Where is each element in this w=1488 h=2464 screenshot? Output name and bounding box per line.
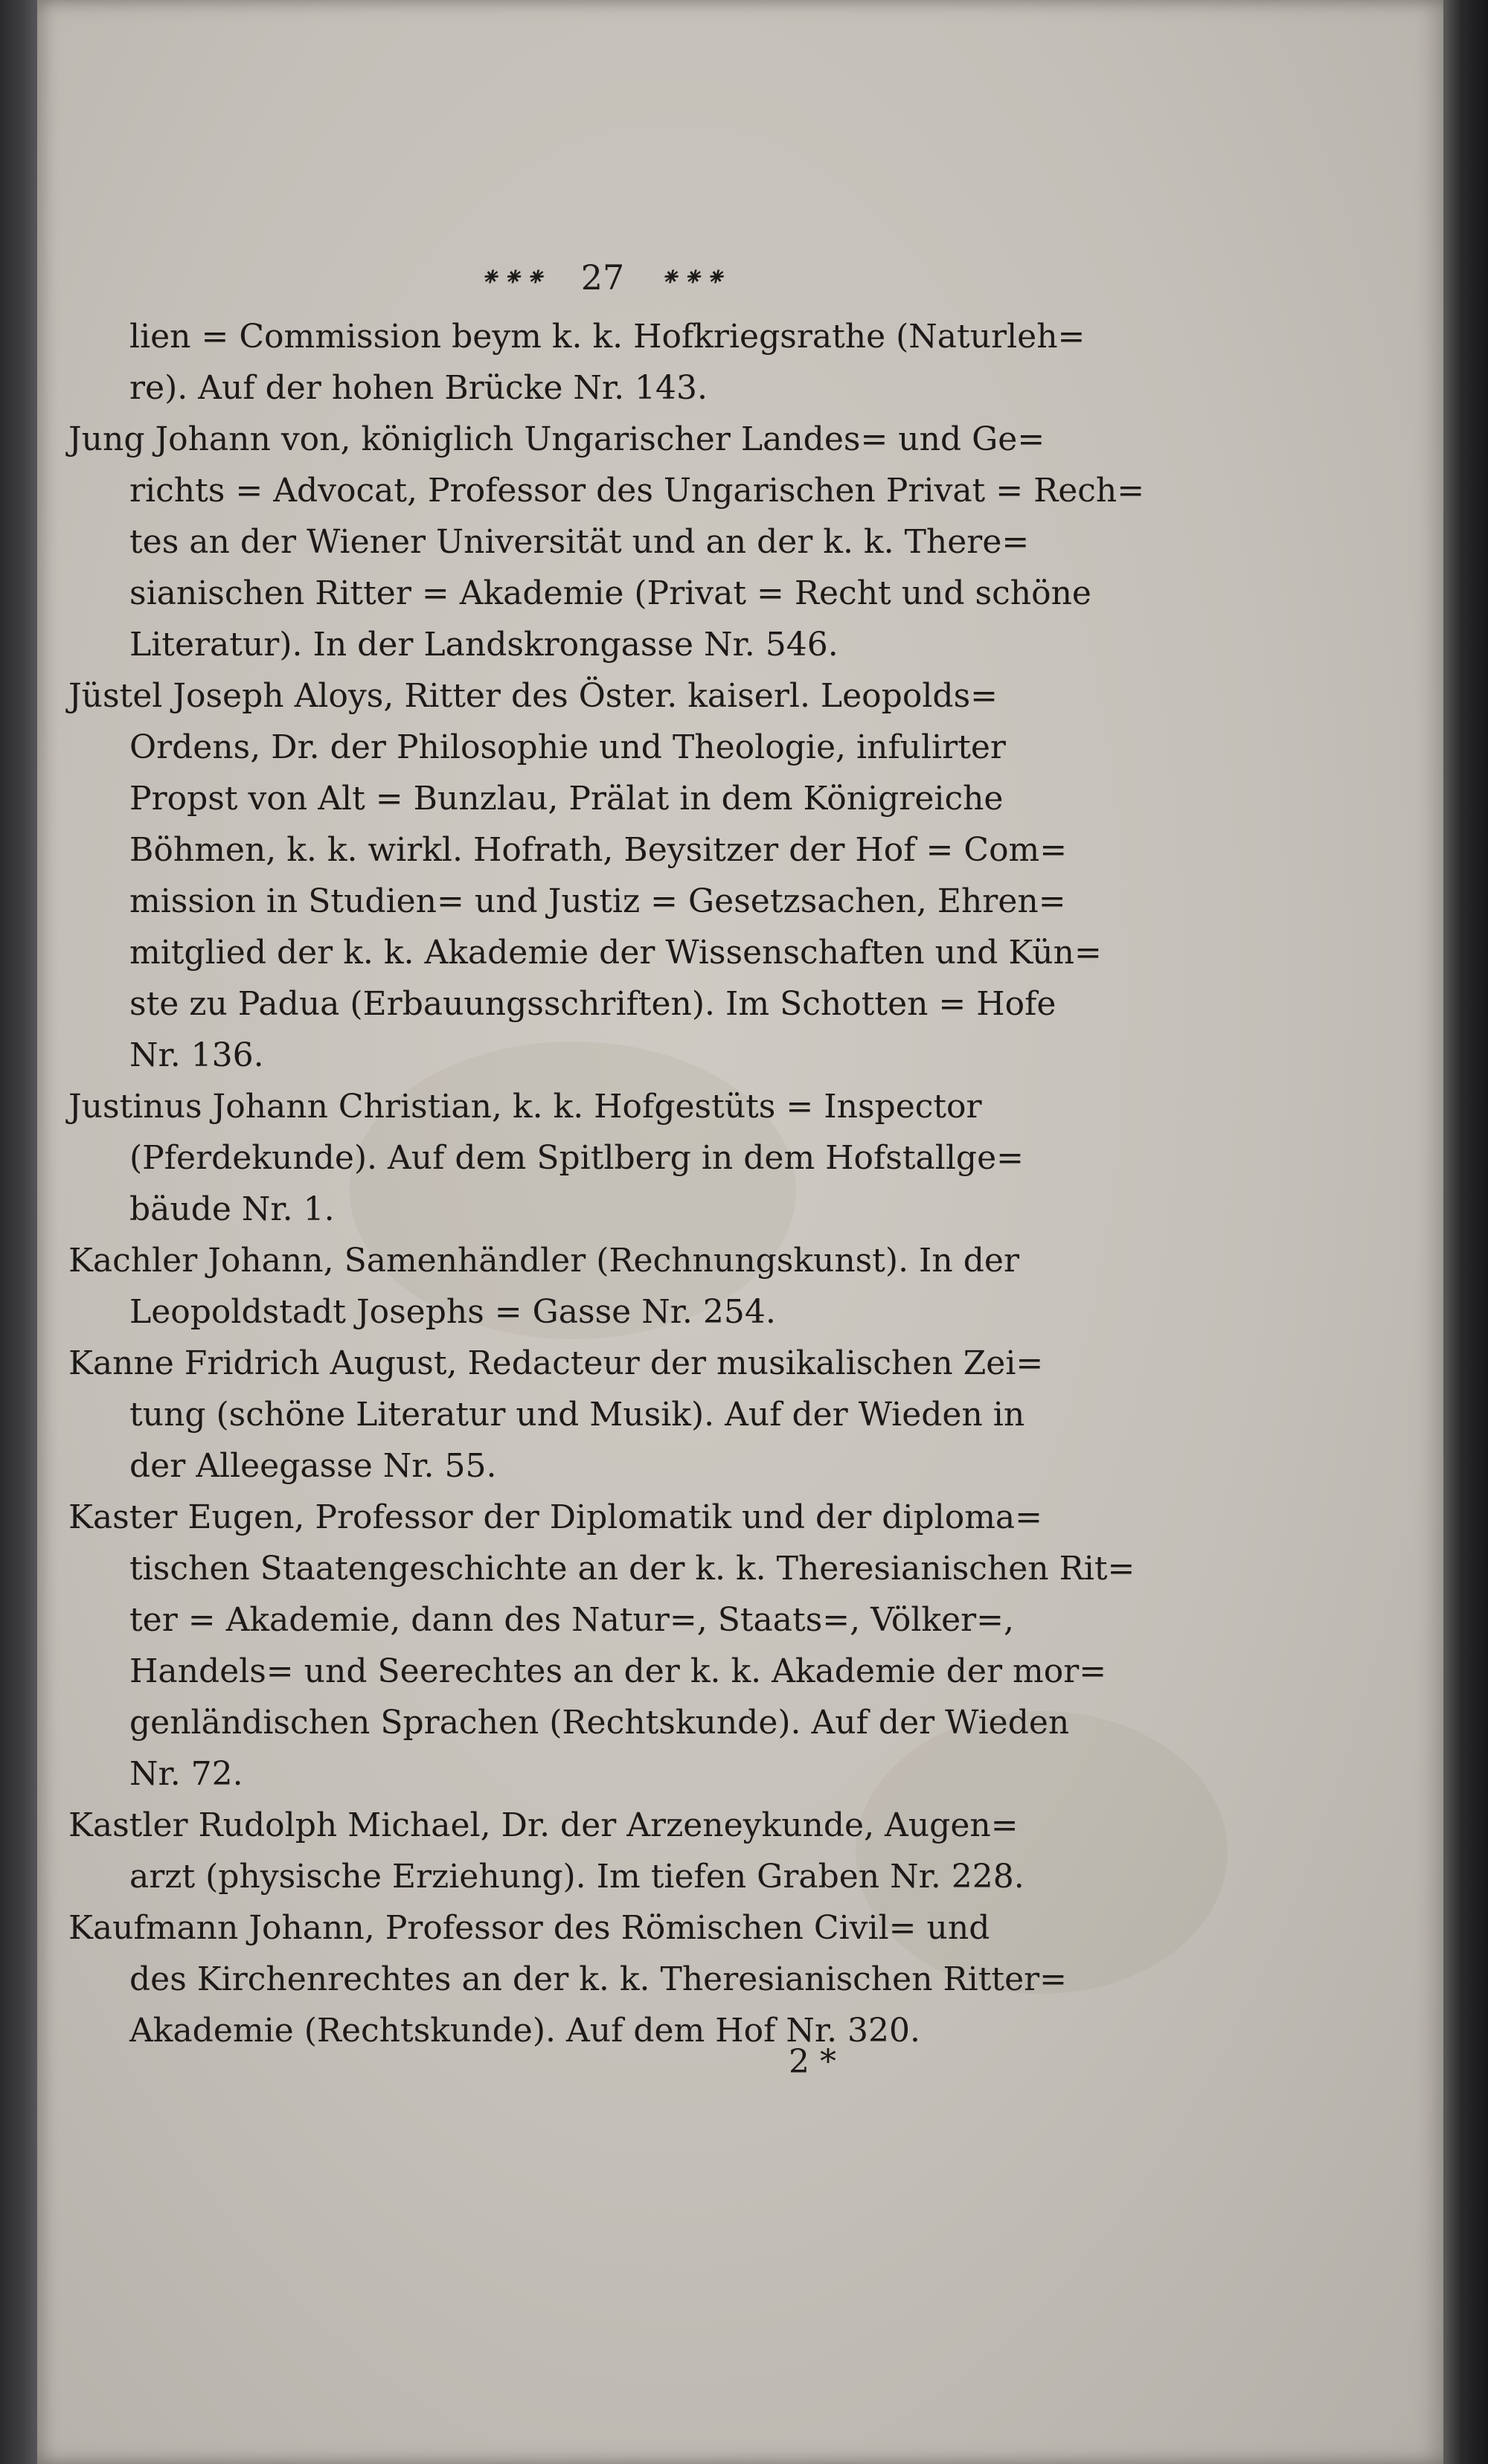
ornament-left: ⁕⁕⁕ <box>478 263 547 292</box>
entry-first-line: Justinus Johann Christian, k. k. Hofgestüts = Inspector <box>68 1088 982 1126</box>
text-line: tischen Staatengeschichte an der k. k. Theresianischen Rit= <box>129 1550 1135 1588</box>
text-line: lien = Commission beym k. k. Hofkriegsrathe (Naturleh= <box>129 318 1085 356</box>
entry-first-line: Jung Johann von, königlich Ungarischer Landes= und Ge= <box>68 420 1045 458</box>
text-line: genländischen Sprachen (Rechtskunde). Auf der Wieden <box>129 1704 1070 1742</box>
text-line: arzt (physische Erziehung). Im tiefen Graben Nr. 228. <box>129 1858 1024 1896</box>
entry-first-line: Kastler Rudolph Michael, Dr. der Arzeneykunde, Augen= <box>68 1806 1019 1844</box>
text-line: der Alleegasse Nr. 55. <box>129 1447 497 1485</box>
text-line: re). Auf der hohen Brücke Nr. 143. <box>129 369 708 407</box>
entry-first-line: Kaufmann Johann, Professor des Römischen Civil= und <box>68 1909 990 1947</box>
signature-mark: 2 * <box>789 2043 836 2081</box>
text-line: Akademie (Rechtskunde). Auf dem Hof Nr. 320. <box>129 2012 921 2050</box>
text-line: ter = Akademie, dann des Natur=, Staats=, Völker=, <box>129 1601 1015 1639</box>
entry-first-line: Kaster Eugen, Professor der Diplomatik und der diploma= <box>68 1498 1043 1536</box>
text-line: richts = Advocat, Professor des Ungarischen Privat = Rech= <box>129 472 1145 510</box>
entry-first-line: Kanne Fridrich August, Redacteur der musikalischen Zei= <box>68 1344 1044 1382</box>
directory-text <box>68 311 1145 2056</box>
text-line: Propst von Alt = Bunzlau, Prälat in dem Königreiche <box>129 780 1004 818</box>
text-line: tes an der Wiener Universität und an der k. k. There= <box>129 523 1030 561</box>
page-header <box>417 251 789 304</box>
text-line: mitglied der k. k. Akademie der Wissenschaften und Kün= <box>129 934 1102 972</box>
text-line: Ordens, Dr. der Philosophie und Theologie, infulirter <box>129 728 1006 766</box>
text-line: tung (schöne Literatur und Musik). Auf der Wieden in <box>129 1396 1025 1434</box>
text-line: sianischen Ritter = Akademie (Privat = Recht und schöne <box>129 574 1091 612</box>
ornament-right: ⁕⁕⁕ <box>658 263 727 292</box>
text-line: des Kirchenrechtes an der k. k. Theresianischen Ritter= <box>129 1960 1068 1998</box>
text-line: Nr. 72. <box>129 1755 243 1793</box>
text-line: Böhmen, k. k. wirkl. Hofrath, Beysitzer der Hof = Com= <box>129 831 1068 869</box>
entry-first-line: Jüstel Joseph Aloys, Ritter des Öster. kaiserl. Leopolds= <box>68 677 998 715</box>
text-line: mission in Studien= und Justiz = Gesetzsachen, Ehren= <box>129 882 1066 920</box>
text-line: ste zu Padua (Erbauungsschriften). Im Schotten = Hofe <box>129 985 1056 1023</box>
text-line: (Pferdekunde). Auf dem Spitlberg in dem Hofstallge= <box>129 1139 1024 1177</box>
text-line: Handels= und Seerechtes an der k. k. Akademie der mor= <box>129 1652 1107 1690</box>
text-line: bäude Nr. 1. <box>129 1190 335 1228</box>
entry-first-line: Kachler Johann, Samenhändler (Rechnungskunst). In der <box>68 1242 1019 1280</box>
page-number: 27 <box>580 257 625 298</box>
text-line: Literatur). In der Landskrongasse Nr. 546. <box>129 626 838 664</box>
book-edge-right <box>1443 0 1488 2464</box>
text-line: Leopoldstadt Josephs = Gasse Nr. 254. <box>129 1293 776 1331</box>
text-line: Nr. 136. <box>129 1036 264 1074</box>
